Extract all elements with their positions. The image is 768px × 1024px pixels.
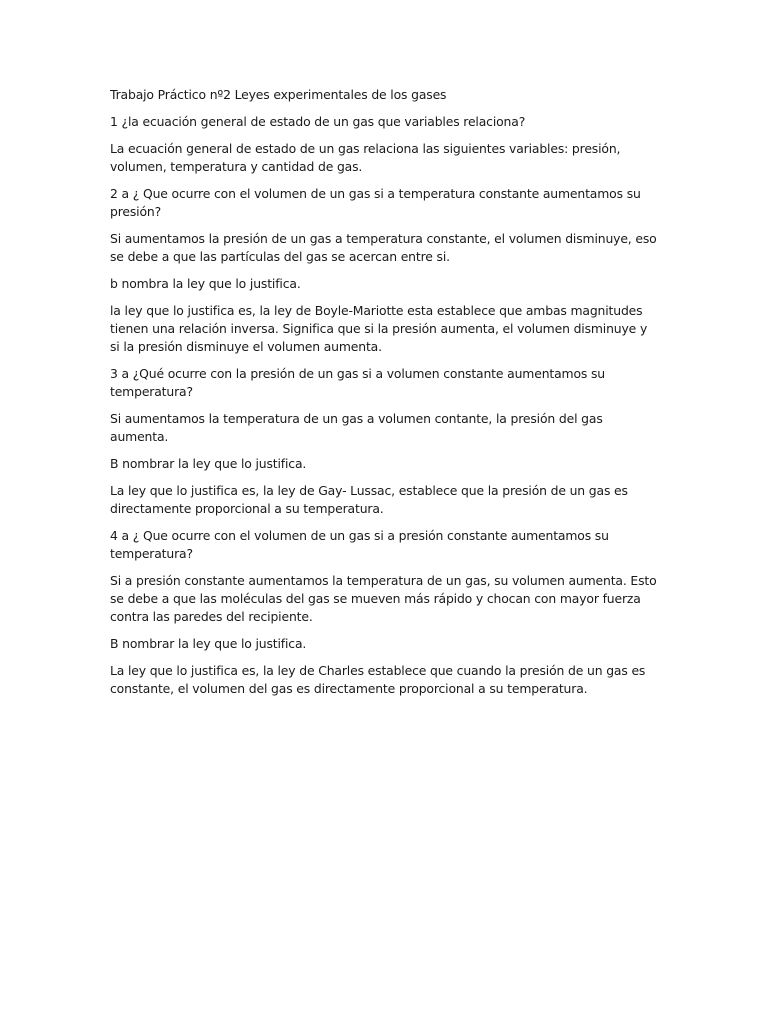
- document-body: [110, 86, 660, 707]
- answer-4b: La ley que lo justifica es, la ley de Charles establece que cuando la presión de un gas es constante, el volumen del gas es directamente proporcional a su temperatura.: [110, 663, 646, 696]
- question-3b: B nombrar la ley que lo justifica.: [110, 456, 307, 471]
- question-3a: 3 a ¿Qué ocurre con la presión de un gas si a volumen constante aumentamos su temperatura?: [110, 366, 606, 399]
- answer-2a: Si aumentamos la presión de un gas a temperatura constante, el volumen disminuye, eso se debe a que las partículas del gas se acercan entre si.: [110, 231, 657, 264]
- answer-4a: Si a presión constante aumentamos la temperatura de un gas, su volumen aumenta. Esto se debe a que las moléculas del gas se mueven más rápido y chocan con mayor fuerza contra las paredes del recipiente.: [110, 573, 657, 624]
- question-2b: b nombra la ley que lo justifica.: [110, 276, 301, 291]
- answer-2b: la ley que lo justifica es, la ley de Boyle-Mariotte esta establece que ambas magnitudes tienen una relación inversa. Significa que si la presión aumenta, el volumen disminuye y si la presión disminuye el volumen aumenta.: [110, 303, 648, 354]
- question-2a: 2 a ¿ Que ocurre con el volumen de un gas si a temperatura constante aumentamos su presión?: [110, 186, 641, 219]
- question-1: 1 ¿la ecuación general de estado de un gas que variables relaciona?: [110, 114, 526, 129]
- question-4a: 4 a ¿ Que ocurre con el volumen de un gas si a presión constante aumentamos su temperatura?: [110, 528, 609, 561]
- document-title: Trabajo Práctico nº2 Leyes experimentales de los gases: [110, 87, 447, 102]
- answer-3b: La ley que lo justifica es, la ley de Gay- Lussac, establece que la presión de un gas es directamente proporcional a su temperatura.: [110, 483, 628, 516]
- question-4b: B nombrar la ley que lo justifica.: [110, 636, 307, 651]
- answer-3a: Si aumentamos la temperatura de un gas a volumen contante, la presión del gas aumenta.: [110, 411, 603, 444]
- answer-1: La ecuación general de estado de un gas relaciona las siguientes variables: presión, volumen, temperatura y cantidad de gas.: [110, 141, 621, 174]
